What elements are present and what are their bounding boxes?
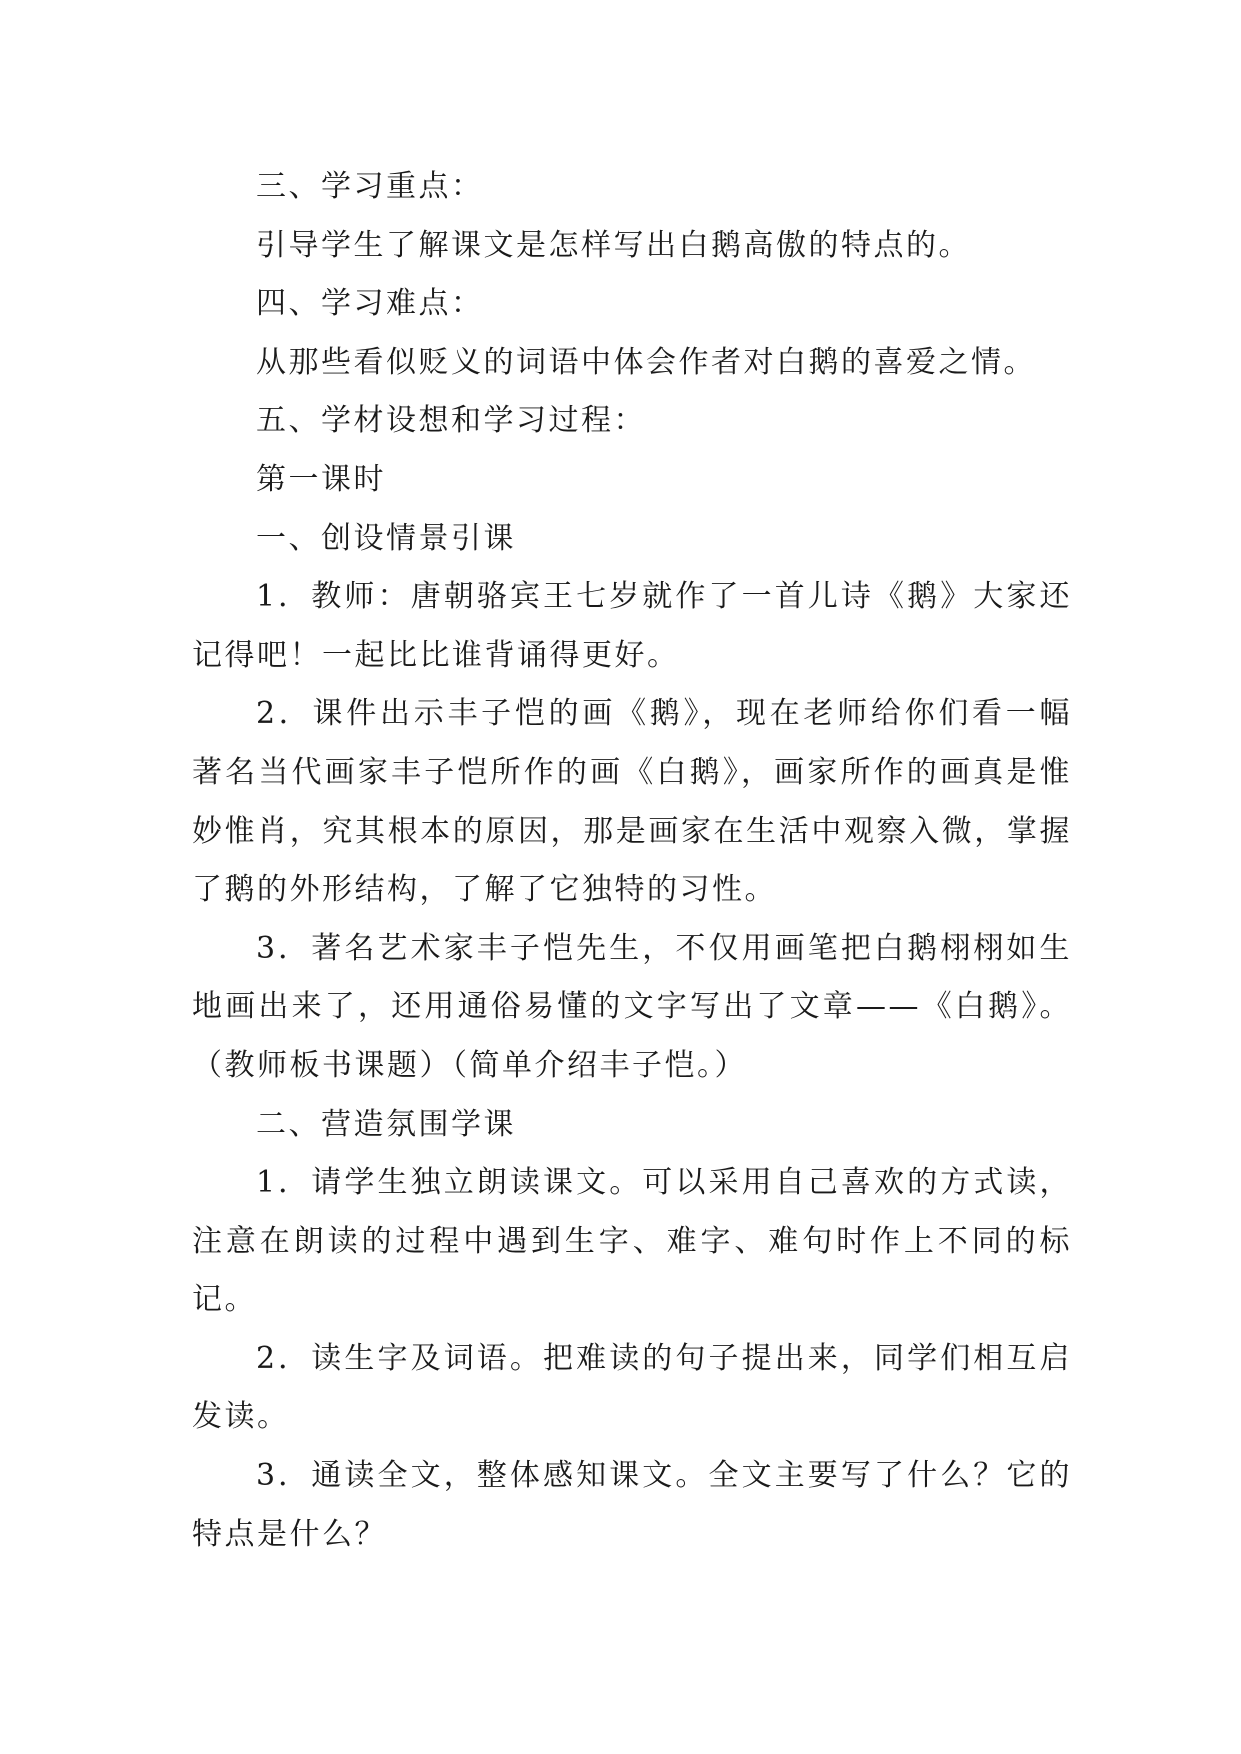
heading-key-points: 三、学习重点： bbox=[256, 169, 484, 204]
heading-difficulties: 四、学习难点： bbox=[256, 286, 484, 322]
paragraph: 引导学生了解课文是怎样写出白鹅高傲的特点的。 bbox=[256, 227, 971, 263]
heading-section-two: 二、营造氛围学课 bbox=[256, 1106, 516, 1142]
document-body bbox=[192, 158, 1072, 1564]
paragraph: 1．教师：唐朝骆宾王七岁就作了一首儿诗《鹅》大家还记得吧！一起比比谁背诵得更好。 bbox=[192, 579, 1072, 673]
paragraph: 2．课件出示丰子恺的画《鹅》，现在老师给你们看一幅著名当代画家丰子恺所作的画《白鹅》，画家所作的画真是惟妙惟肖，究其根本的原因，那是画家在生活中观察入微，掌握了鹅的外形结构，了解了它独特的习性。 bbox=[192, 696, 1072, 908]
paragraph: 1．请学生独立朗读课文。可以采用自己喜欢的方式读，注意在朗读的过程中遇到生字、难字、难句时作上不同的标记。 bbox=[192, 1165, 1072, 1318]
paragraph: 3．著名艺术家丰子恺先生，不仅用画笔把白鹅栩栩如生地画出来了，还用通俗易懂的文字写出了文章——《白鹅》。（教师板书课题）（简单介绍丰子恺。） bbox=[192, 930, 1072, 1083]
paragraph: 2．读生字及词语。把难读的句子提出来，同学们相互启发读。 bbox=[192, 1340, 1072, 1435]
paragraph: 3．通读全文，整体感知课文。全文主要写了什么？它的特点是什么？ bbox=[192, 1458, 1072, 1552]
heading-first-lesson: 第一课时 bbox=[256, 461, 386, 497]
paragraph: 从那些看似贬义的词语中体会作者对白鹅的喜爱之情。 bbox=[256, 344, 1036, 380]
heading-process: 五、学材设想和学习过程： bbox=[256, 403, 646, 439]
heading-section-one: 一、创设情景引课 bbox=[256, 520, 516, 556]
